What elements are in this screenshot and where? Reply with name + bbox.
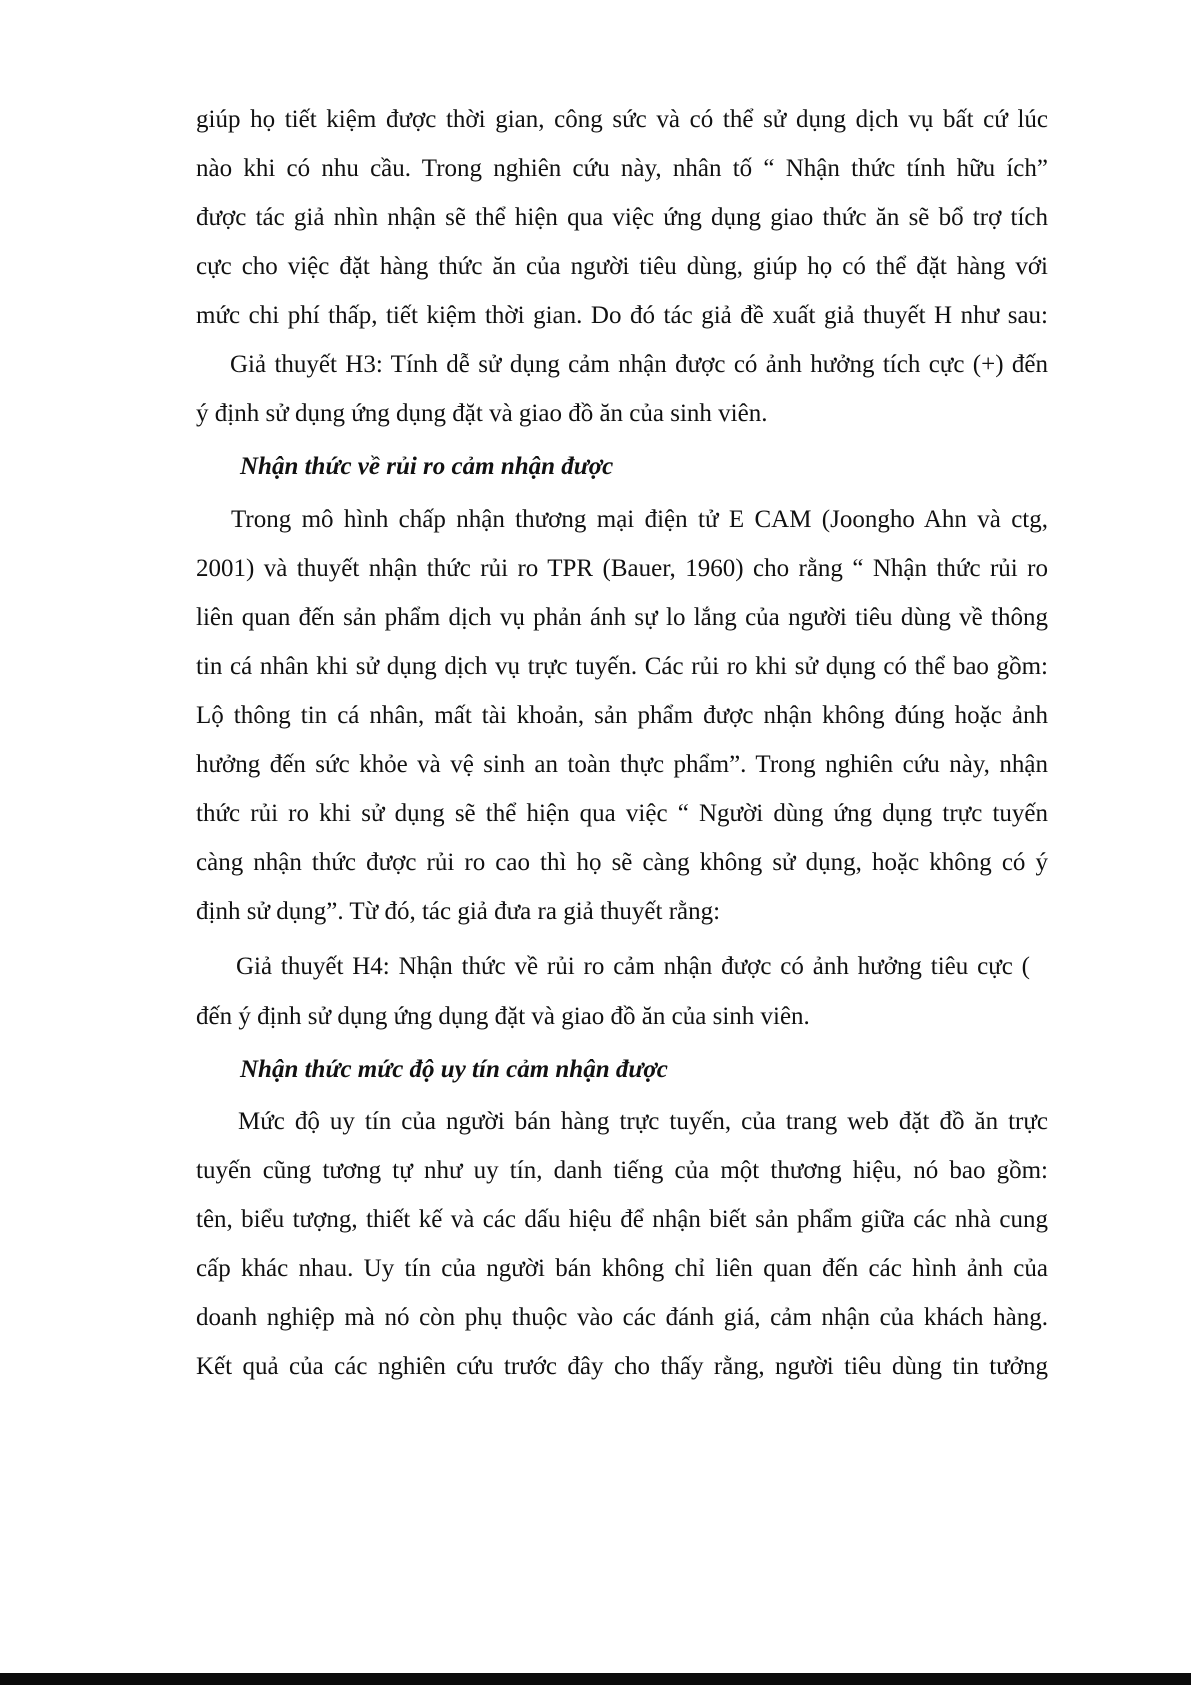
body-text-line: Mức độ uy tín của người bán hàng trực tuyến, của trang web đặt đồ ăn trực: [238, 1108, 1048, 1135]
hypothesis-h4-line: đến ý định sử dụng ứng dụng đặt và giao đồ ăn của sinh viên.: [196, 1003, 810, 1030]
body-text-line: doanh nghiệp mà nó còn phụ thuộc vào các đánh giá, cảm nhận của khách hàng.: [196, 1304, 1048, 1331]
body-text-line: Kết quả của các nghiên cứu trước đây cho thấy rằng, người tiêu dùng tin tưởng: [196, 1353, 1048, 1380]
body-text-line: tin cá nhân khi sử dụng dịch vụ trực tuyến. Các rủi ro khi sử dụng có thể bao gồm:: [196, 653, 1048, 680]
body-text-line: được tác giả nhìn nhận sẽ thể hiện qua việc ứng dụng giao thức ăn sẽ bổ trợ tích: [196, 204, 1048, 231]
hypothesis-h3-line: ý định sử dụng ứng dụng đặt và giao đồ ăn của sinh viên.: [196, 400, 768, 427]
body-text-line: liên quan đến sản phẩm dịch vụ phản ánh sự lo lắng của người tiêu dùng về thông: [196, 604, 1048, 631]
body-text-line: 2001) và thuyết nhận thức rủi ro TPR (Bauer, 1960) cho rằng “ Nhận thức rủi ro: [196, 555, 1048, 582]
hypothesis-h3-line: Giả thuyết H3: Tính dễ sử dụng cảm nhận được có ảnh hưởng tích cực (+) đến: [230, 351, 1048, 378]
hypothesis-h4-line: Giả thuyết H4: Nhận thức về rủi ro cảm nhận được có ảnh hưởng tiêu cực (: [236, 953, 1030, 980]
body-text-line: tuyến cũng tương tự như uy tín, danh tiếng của một thương hiệu, nó bao gồm:: [196, 1157, 1048, 1184]
body-text-line: giúp họ tiết kiệm được thời gian, công sức và có thể sử dụng dịch vụ bất cứ lúc: [196, 106, 1048, 133]
bottom-scan-border: [0, 1673, 1191, 1685]
body-text-line: Lộ thông tin cá nhân, mất tài khoản, sản phẩm được nhận không đúng hoặc ảnh: [196, 702, 1048, 729]
body-text-line: mức chi phí thấp, tiết kiệm thời gian. Do đó tác giả đề xuất giả thuyết H như sau:: [196, 302, 1048, 329]
body-text-line: định sử dụng”. Từ đó, tác giả đưa ra giả thuyết rằng:: [196, 898, 721, 925]
body-text-line: cấp khác nhau. Uy tín của người bán không chỉ liên quan đến các hình ảnh của: [196, 1255, 1048, 1282]
section-heading-risk: Nhận thức về rủi ro cảm nhận được: [240, 453, 614, 480]
body-text-line: thức rủi ro khi sử dụng sẽ thể hiện qua việc “ Người dùng ứng dụng trực tuyến: [196, 800, 1048, 827]
body-text-line: nào khi có nhu cầu. Trong nghiên cứu này, nhân tố “ Nhận thức tính hữu ích”: [196, 155, 1048, 182]
body-text-line: cực cho việc đặt hàng thức ăn của người tiêu dùng, giúp họ có thể đặt hàng với: [196, 253, 1048, 280]
body-text-line: Trong mô hình chấp nhận thương mại điện tử E CAM (Joongho Ahn và ctg,: [231, 506, 1048, 533]
body-text-line: hưởng đến sức khỏe và vệ sinh an toàn thực phẩm”. Trong nghiên cứu này, nhận: [196, 751, 1048, 778]
section-heading-reputation: Nhận thức mức độ uy tín cảm nhận được: [240, 1056, 668, 1083]
body-text-line: tên, biểu tượng, thiết kế và các dấu hiệu để nhận biết sản phẩm giữa các nhà cung: [196, 1206, 1048, 1233]
body-text-line: càng nhận thức được rủi ro cao thì họ sẽ càng không sử dụng, hoặc không có ý: [196, 849, 1048, 876]
